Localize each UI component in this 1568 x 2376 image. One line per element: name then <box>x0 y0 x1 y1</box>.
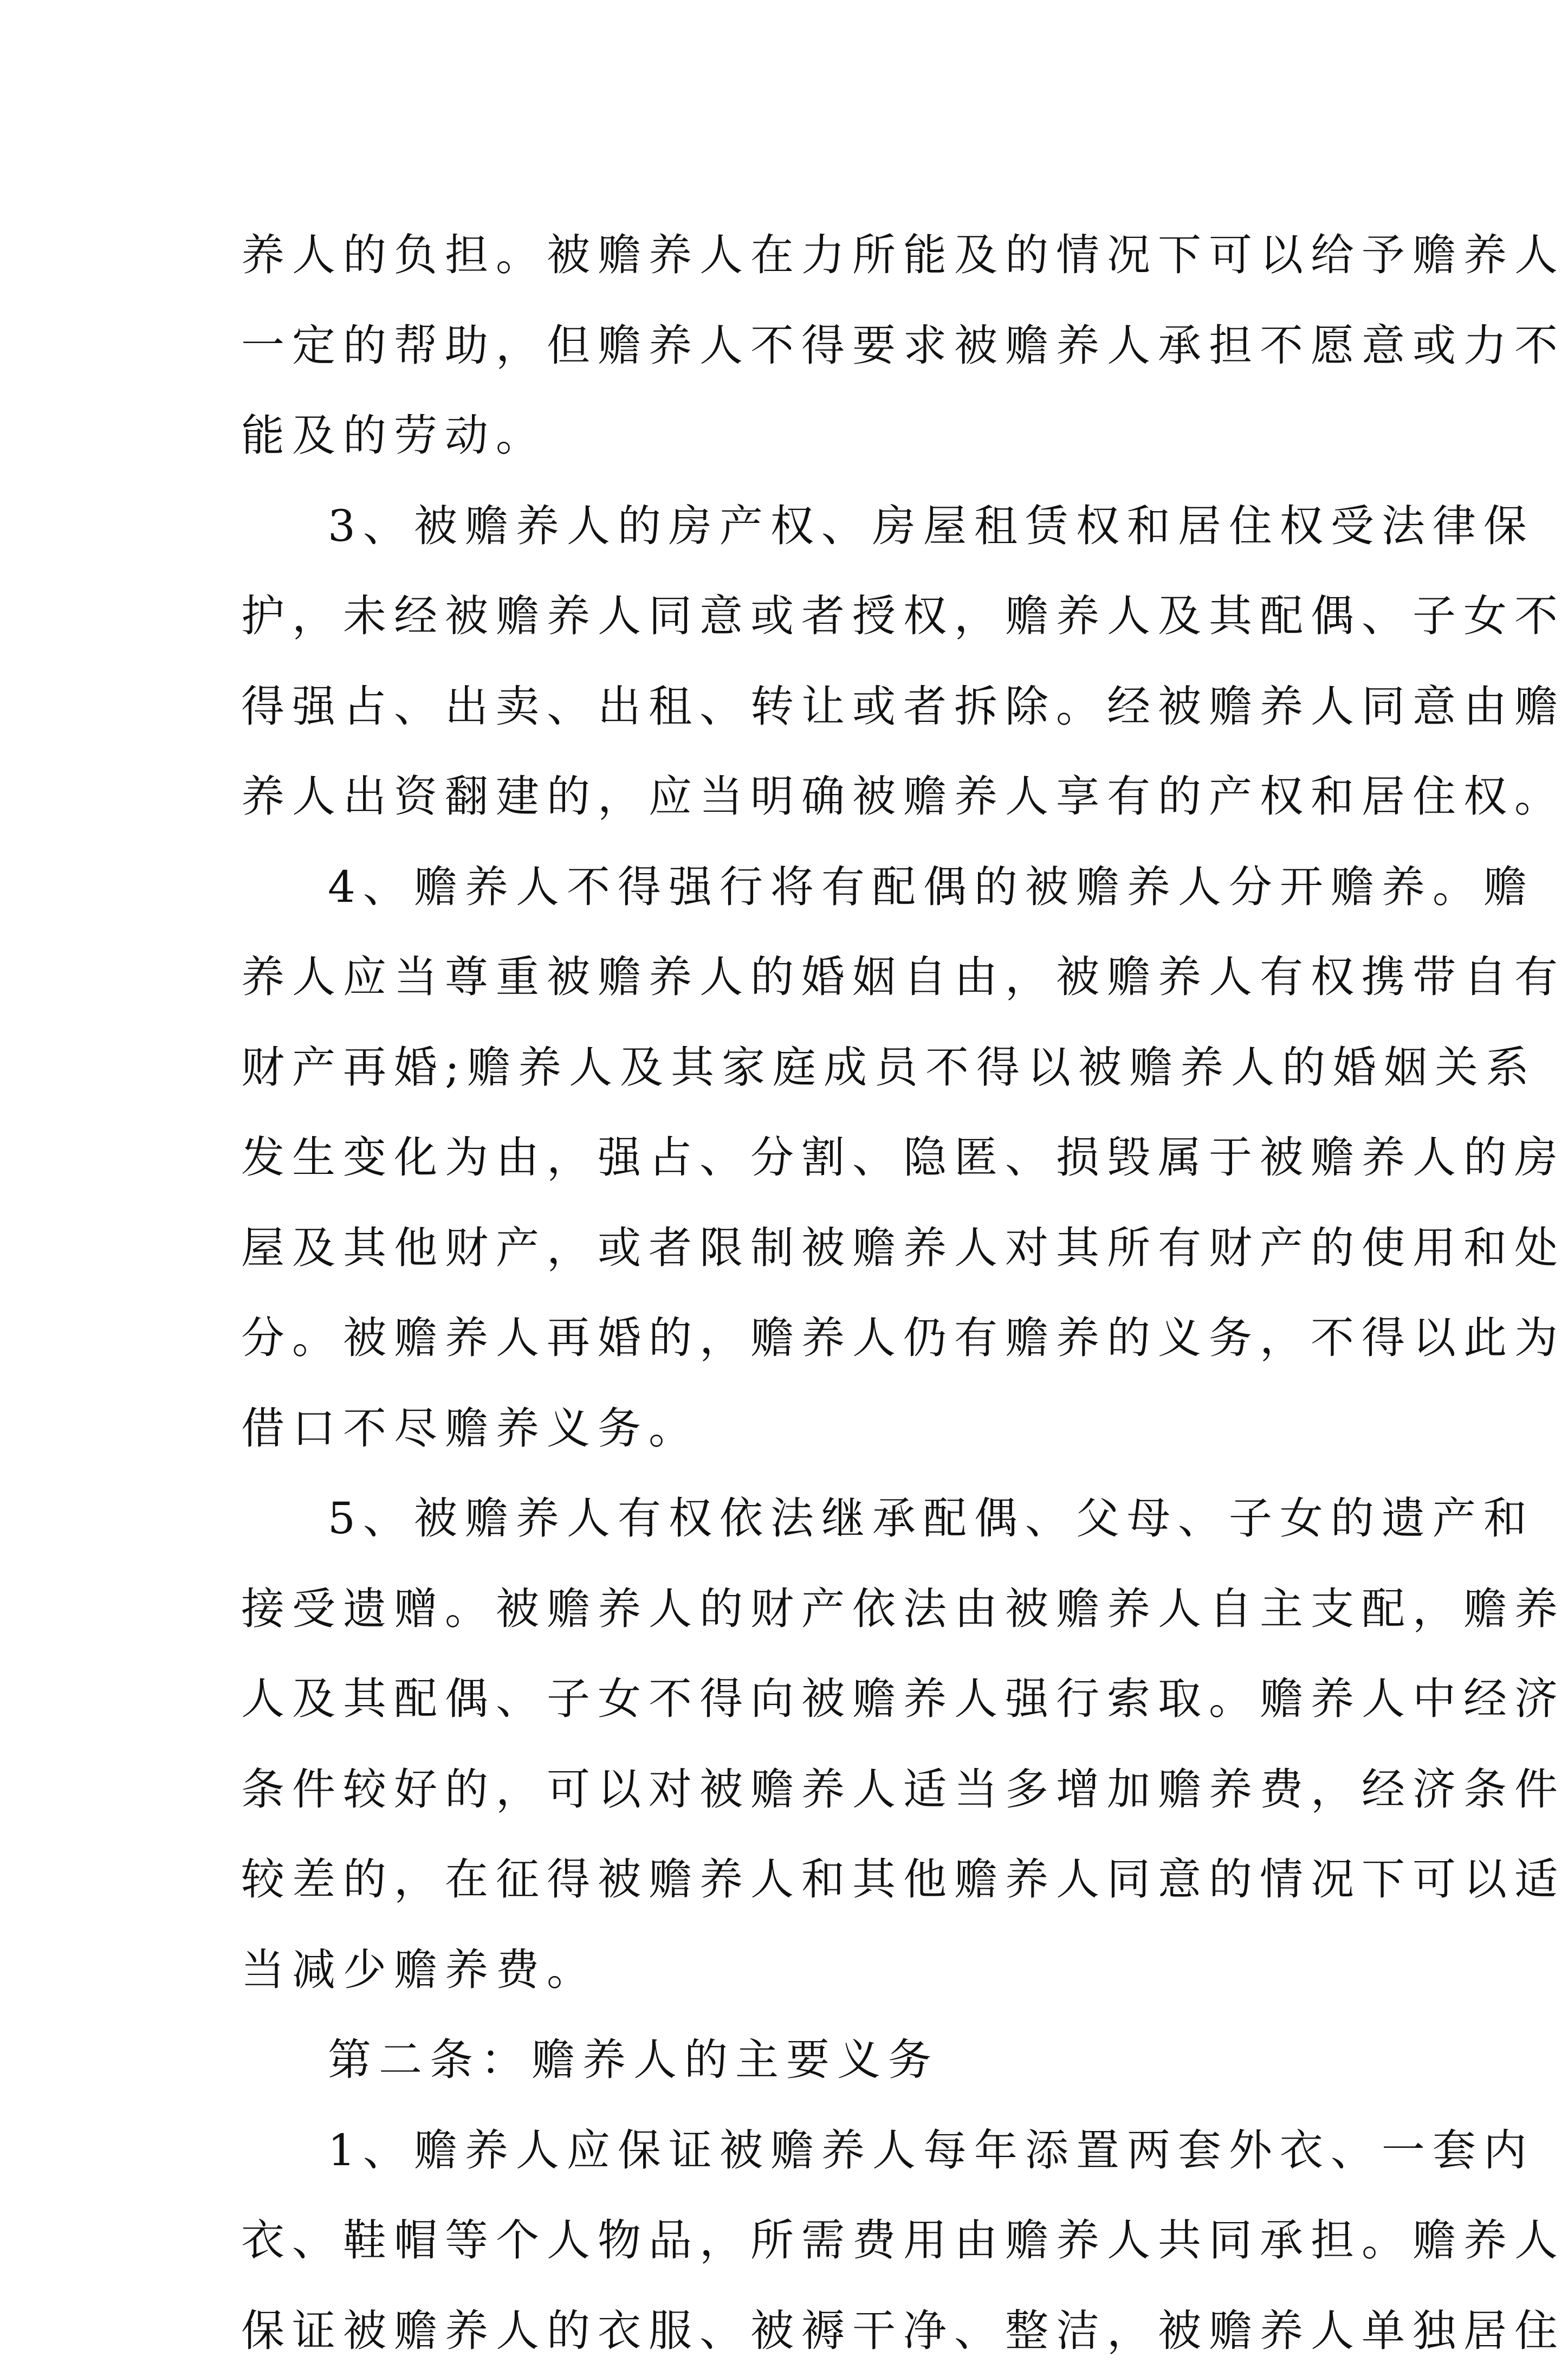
text-line: 3、被赡养人的房产权、房屋租赁权和居住权受法律保 <box>241 481 1357 572</box>
text-line: 5、被赡养人有权依法继承配偶、父母、子女的遗产和 <box>241 1474 1357 1564</box>
text-line: 4、赡养人不得强行将有配偶的被赡养人分开赡养。赡 <box>241 842 1357 933</box>
text-line: 一定的帮助，但赡养人不得要求被赡养人承担不愿意或力不 <box>241 301 1357 391</box>
text-line: 当减少赡养费。 <box>241 1925 1357 2016</box>
text-line: 保证被赡养人的衣服、被褥干净、整洁，被赡养人单独居住 <box>241 2286 1357 2376</box>
text-line: 护，未经被赡养人同意或者授权，赡养人及其配偶、子女不 <box>241 571 1357 662</box>
text-line: 养人应当尊重被赡养人的婚姻自由，被赡养人有权携带自有 <box>241 932 1357 1023</box>
text-line: 发生变化为由，强占、分割、隐匿、损毁属于被赡养人的房 <box>241 1113 1357 1203</box>
text-line: 人及其配偶、子女不得向被赡养人强行索取。赡养人中经济 <box>241 1654 1357 1745</box>
text-line: 条件较好的，可以对被赡养人适当多增加赡养费，经济条件 <box>241 1745 1357 1835</box>
text-line: 第二条：赡养人的主要义务 <box>241 2015 1357 2106</box>
text-line: 分。被赡养人再婚的，赡养人仍有赡养的义务，不得以此为 <box>241 1293 1357 1384</box>
text-line: 1、赡养人应保证被赡养人每年添置两套外衣、一套内 <box>241 2106 1357 2196</box>
text-line: 屋及其他财产，或者限制被赡养人对其所有财产的使用和处 <box>241 1203 1357 1294</box>
text-line: 能及的劳动。 <box>241 391 1357 481</box>
text-line: 养人的负担。被赡养人在力所能及的情况下可以给予赡养人 <box>241 210 1357 301</box>
text-line: 衣、鞋帽等个人物品，所需费用由赡养人共同承担。赡养人 <box>241 2196 1357 2286</box>
text-line: 得强占、出卖、出租、转让或者拆除。经被赡养人同意由赡 <box>241 662 1357 752</box>
text-line: 借口不尽赡养义务。 <box>241 1384 1357 1474</box>
text-line: 养人出资翻建的，应当明确被赡养人享有的产权和居住权。 <box>241 752 1357 842</box>
text-line: 接受遗赠。被赡养人的财产依法由被赡养人自主支配，赡养 <box>241 1564 1357 1655</box>
text-line: 较差的，在征得被赡养人和其他赡养人同意的情况下可以适 <box>241 1835 1357 1925</box>
text-line: 财产再婚;赡养人及其家庭成员不得以被赡养人的婚姻关系 <box>241 1023 1357 1113</box>
document-body <box>241 210 1357 2376</box>
